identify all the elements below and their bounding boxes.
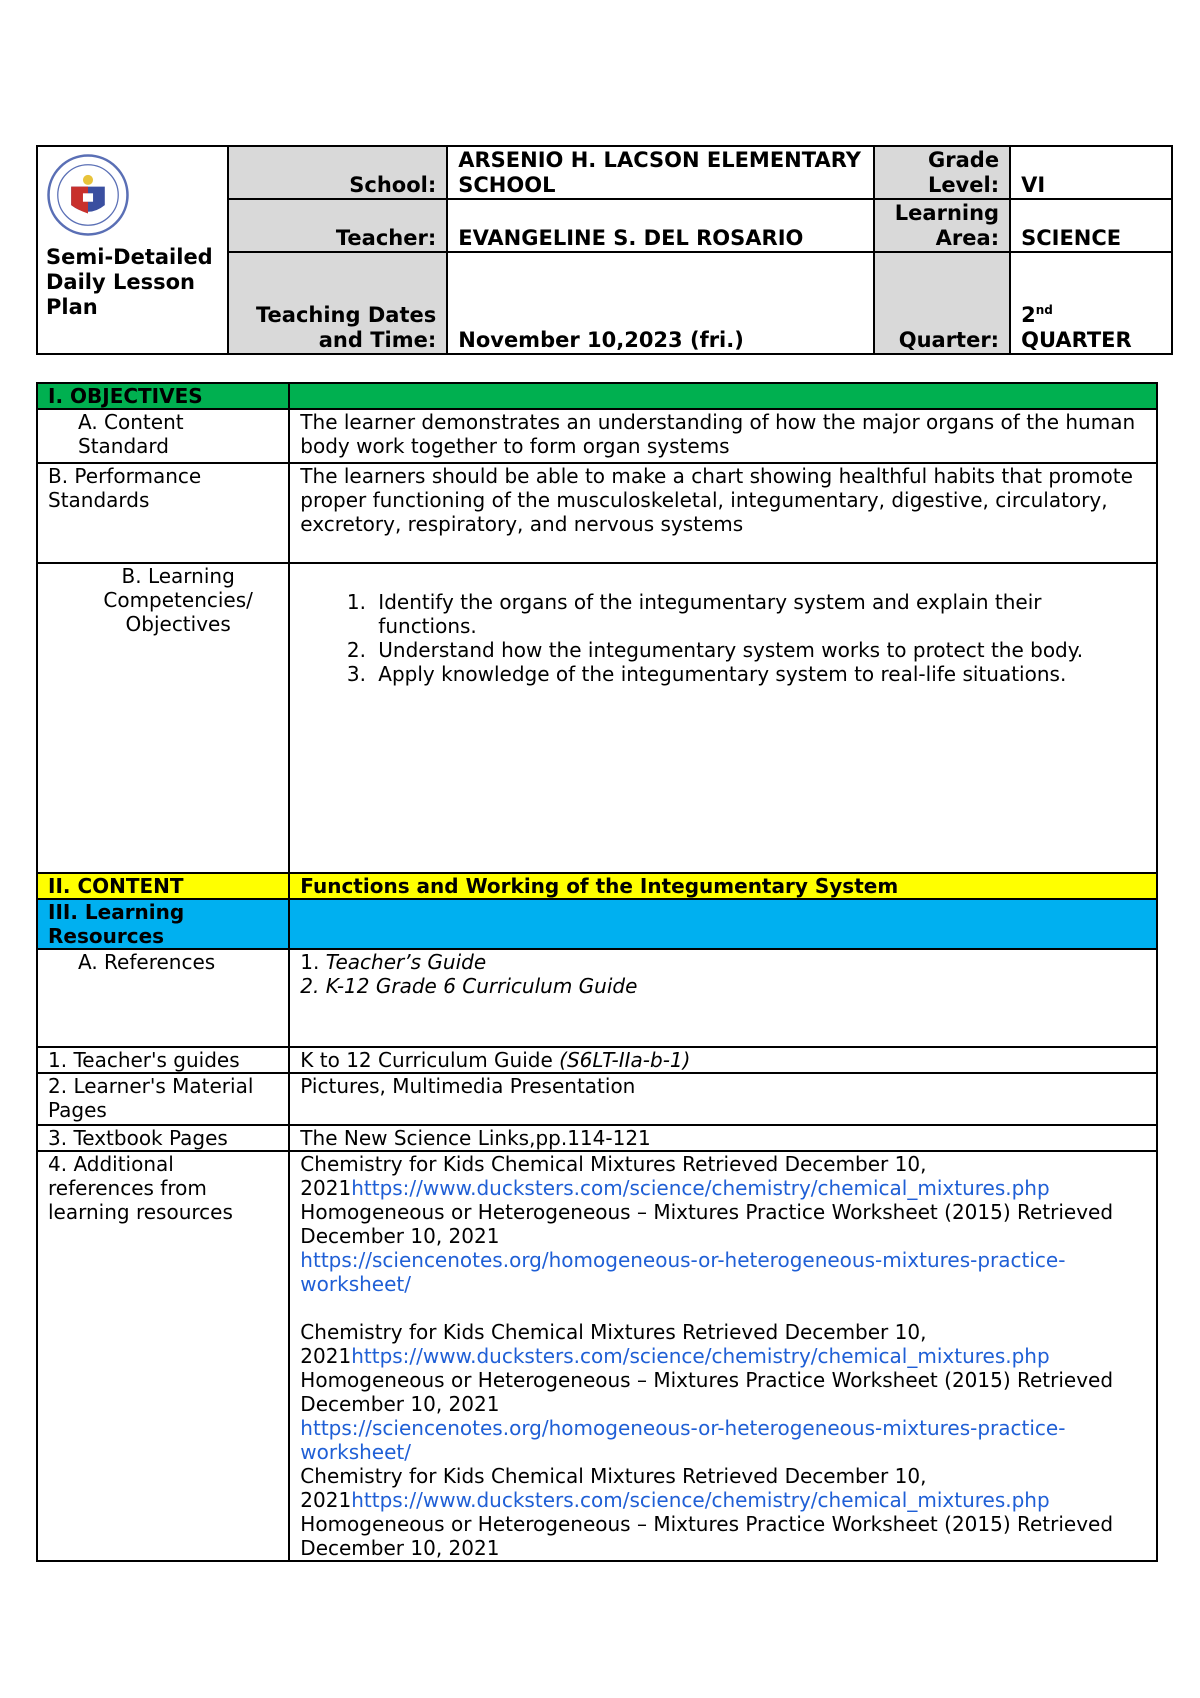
title-cell bbox=[37, 146, 228, 354]
objectives-heading: I. OBJECTIVES bbox=[37, 383, 289, 409]
homo-text: Homogeneous or Heterogeneous – Mixtures Practice Worksheet (2015) Retrieved December 10, 2021 bbox=[300, 1368, 1114, 1416]
reference-1: 1. Teacher’s Guide bbox=[300, 950, 487, 974]
content-heading: II. CONTENT bbox=[37, 873, 289, 899]
homo-text: Homogeneous or Heterogeneous – Mixtures Practice Worksheet (2015) Retrieved December 10, 2021 bbox=[300, 1512, 1114, 1560]
plan-title: Semi-Detailed Daily Lesson Plan bbox=[46, 245, 213, 319]
dates-label: Teaching Dates and Time: bbox=[228, 252, 448, 354]
homo-link[interactable]: https://sciencenotes.org/homogeneous-or-heterogeneous-mixtures-practice-worksheet/ bbox=[300, 1416, 1066, 1464]
chem-link[interactable]: https://www.ducksters.com/science/chemistry/chemical_mixtures.php bbox=[351, 1176, 1050, 1200]
teachers-guides-label: 1. Teacher's guides bbox=[37, 1047, 289, 1073]
content-standard-value: The learner demonstrates an understanding of how the major organs of the human body work together to form organ systems bbox=[289, 409, 1157, 463]
teacher-label: Teacher: bbox=[228, 199, 448, 252]
quarter-value bbox=[1010, 252, 1172, 354]
homo-link[interactable]: https://sciencenotes.org/homogeneous-or-heterogeneous-mixtures-practice-worksheet/ bbox=[300, 1248, 1066, 1296]
chem-text: Chemistry for Kids Chemical Mixtures Retrieved December 10, 2021 bbox=[300, 1464, 927, 1512]
dates-value: November 10,2023 (fri.) bbox=[447, 252, 874, 354]
resources-heading: III. Learning Resources bbox=[37, 899, 289, 949]
teacher-value: EVANGELINE S. DEL ROSARIO bbox=[447, 199, 874, 252]
quarter-word: QUARTER bbox=[1021, 328, 1132, 352]
area-value: SCIENCE bbox=[1010, 199, 1172, 252]
textbook-value: The New Science Links,pp.114-121 bbox=[289, 1125, 1157, 1151]
additional-value bbox=[289, 1151, 1157, 1561]
chem-link[interactable]: https://www.ducksters.com/science/chemistry/chemical_mixtures.php bbox=[351, 1488, 1050, 1512]
textbook-label: 3. Textbook Pages bbox=[37, 1125, 289, 1151]
list-item: 3. Apply knowledge of the integumentary system to real-life situations. bbox=[372, 662, 1146, 686]
competencies-list bbox=[300, 590, 1146, 686]
quarter-number: 2 bbox=[1021, 303, 1036, 327]
learners-value: Pictures, Multimedia Presentation bbox=[289, 1073, 1157, 1125]
content-value: Functions and Working of the Integumentary System bbox=[289, 873, 1157, 899]
quarter-suffix: nd bbox=[1035, 303, 1053, 317]
teachers-guides-text: K to 12 Curriculum Guide bbox=[300, 1048, 560, 1072]
deped-seal-icon bbox=[46, 153, 130, 237]
reference-2: 2. K-12 Grade 6 Curriculum Guide bbox=[300, 974, 638, 998]
chem-text: Chemistry for Kids Chemical Mixtures Retrieved December 10, 2021 bbox=[300, 1320, 927, 1368]
list-item: 2. Understand how the integumentary system works to protect the body. bbox=[372, 638, 1146, 662]
additional-label: 4. Additional references from learning resources bbox=[37, 1151, 289, 1561]
teachers-guides-value bbox=[289, 1047, 1157, 1073]
quarter-label: Quarter: bbox=[874, 252, 1010, 354]
grade-label: Grade Level: bbox=[874, 146, 1010, 199]
references-label: A. References bbox=[37, 949, 289, 1047]
school-label: School: bbox=[228, 146, 448, 199]
header-table bbox=[36, 145, 1173, 355]
school-value: ARSENIO H. LACSON ELEMENTARY SCHOOL bbox=[447, 146, 874, 199]
lesson-table bbox=[36, 382, 1158, 1562]
references-value bbox=[289, 949, 1157, 1047]
learners-label: 2. Learner's Material Pages bbox=[37, 1073, 289, 1125]
teachers-guides-code: (S6LT-IIa-b-1) bbox=[559, 1048, 691, 1072]
area-label: Learning Area: bbox=[874, 199, 1010, 252]
list-item: 1. Identify the organs of the integumentary system and explain their functions. bbox=[372, 590, 1146, 638]
content-standard-label: A. Content Standard bbox=[37, 409, 289, 463]
resources-heading-fill bbox=[289, 899, 1157, 949]
performance-value: The learners should be able to make a chart showing healthful habits that promote proper functioning of the musculoskeletal, integumentary, digestive, circulatory, excretory, respiratory, and nervous systems bbox=[289, 463, 1157, 563]
performance-label: B. Performance Standards bbox=[37, 463, 289, 563]
chem-link[interactable]: https://www.ducksters.com/science/chemistry/chemical_mixtures.php bbox=[351, 1344, 1050, 1368]
competencies-label: B. Learning Competencies/ Objectives bbox=[37, 563, 289, 873]
objectives-heading-fill bbox=[289, 383, 1157, 409]
grade-value: VI bbox=[1010, 146, 1172, 199]
additional-block-1 bbox=[300, 1152, 1146, 1296]
additional-block-2 bbox=[300, 1320, 1146, 1560]
competencies-value bbox=[289, 563, 1157, 873]
homo-text: Homogeneous or Heterogeneous – Mixtures Practice Worksheet (2015) Retrieved December 10, 2021 bbox=[300, 1200, 1114, 1248]
chem-text: Chemistry for Kids Chemical Mixtures Retrieved December 10, 2021 bbox=[300, 1152, 927, 1200]
